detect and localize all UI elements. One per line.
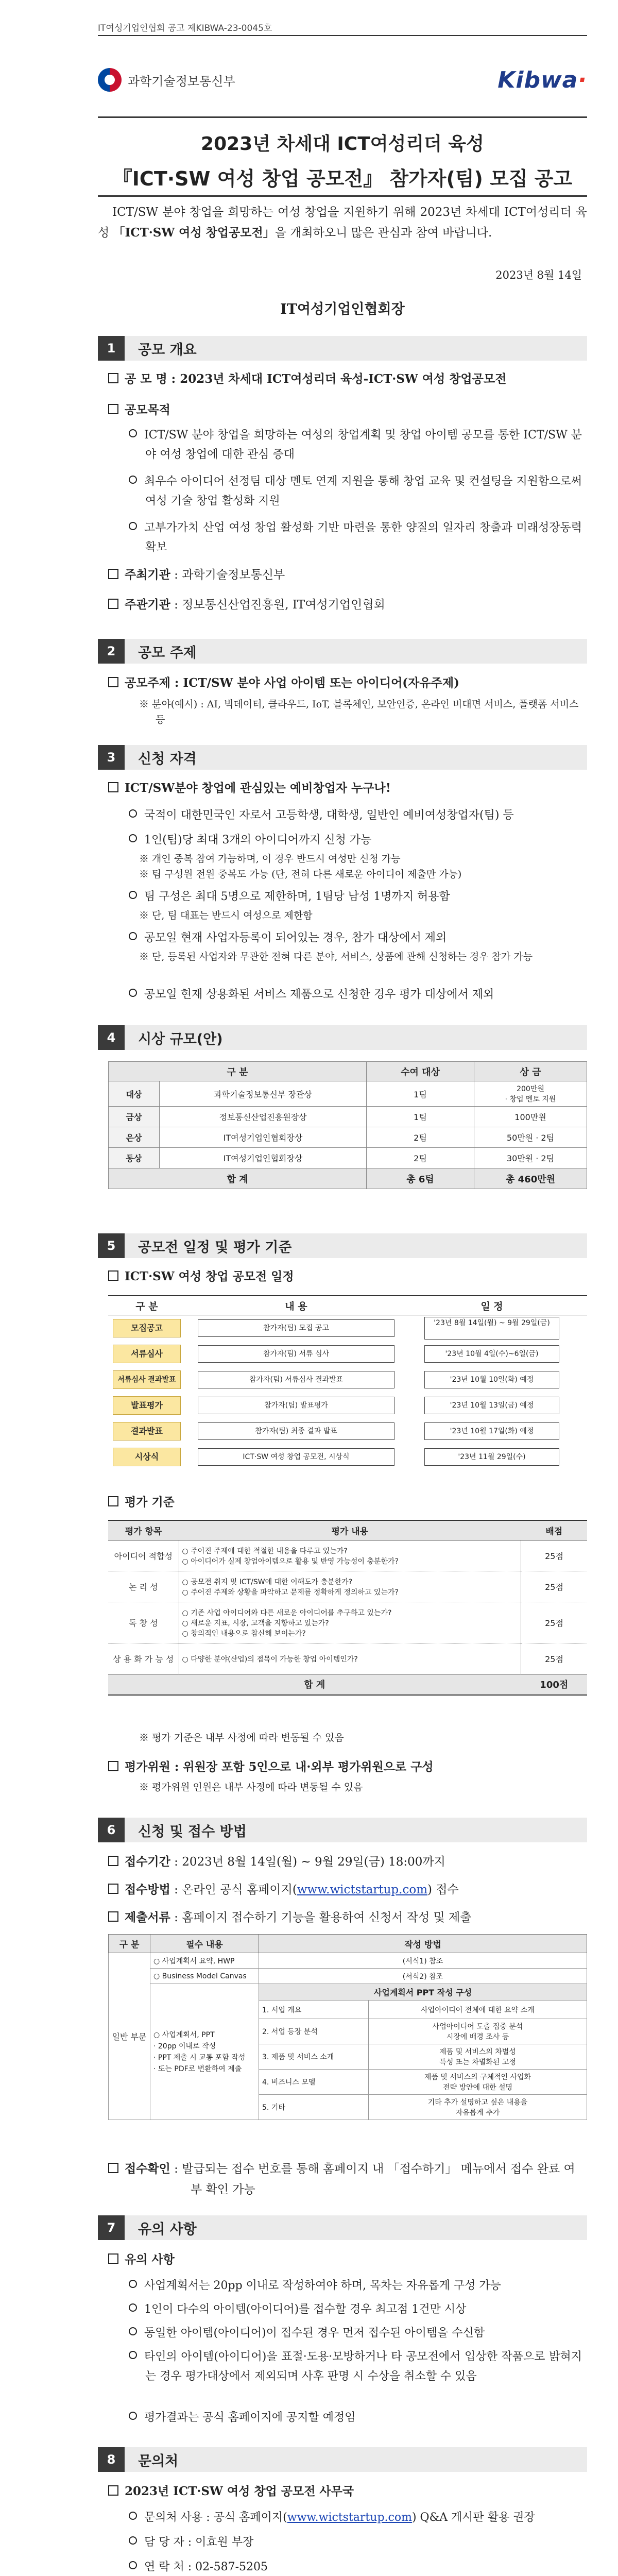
section-6-header: 6 신청 및 접수 방법 — [98, 1818, 587, 1842]
panel-note: ※ 평가위원 인원은 내부 사정에 따라 변동될 수 있음 — [139, 1782, 363, 1793]
doc-note: IT여성기업인협회 공고 제KIBWA-23-0045호 — [98, 23, 272, 33]
prize-total-row: 합 계 총 6팀 총 460만원 — [109, 1168, 587, 1189]
eval-row: 독 창 성 ○ 기존 사업 아이디어와 다른 새로운 아이디어를 추구하고 있는가? ○ 새로운 지표, 시장, 고객을 지향하고 있는가? ○ 창의적인 내용으로 참신해 보이는가? 25점 — [108, 1602, 587, 1643]
checkbox-square-icon — [108, 677, 118, 687]
eval-note: ※ 평가 기준은 내부 사정에 따라 변동될 수 있음 — [139, 1732, 344, 1743]
caution-item: 사업계획서는 20pp 이내로 작성하여야 하며, 목차는 자유롭게 구성 가능 — [129, 2276, 582, 2296]
circle-bullet-icon — [129, 891, 137, 899]
purpose-item: 고부가가치 산업 여성 창업 활성화 기반 마련을 통한 양질의 일자리 창출과 미래성장동력 확보 — [129, 518, 582, 557]
section-8-header: 8 문의처 — [98, 2447, 587, 2472]
checkbox-square-icon — [108, 1270, 118, 1281]
contact-item: 담 당 자 : 이효원 부장 — [129, 2533, 582, 2552]
prize-row: 금상 정보통신산업진흥원장상 1팀 100만원 — [109, 1107, 587, 1127]
submission-method: 접수방법 : 온라인 공식 홈페이지(www.wictstartup.com) 접수 — [108, 1879, 582, 1900]
circle-bullet-icon — [129, 2303, 137, 2312]
caution-item: 타인의 아이템(아이디어)을 표절·도용·모방하거나 타 공모전에서 입상한 작품으로 밝혀지는 경우 평가대상에서 제외되며 사후 판명 시 수상을 취소할 수 있음 — [129, 2347, 582, 2386]
submission-period: 접수기간 : 2023년 8월 14일(월) ~ 9월 29일(금) 18:00까지 — [108, 1852, 582, 1872]
circle-bullet-icon — [129, 809, 137, 818]
purpose-label: 공모목적 — [108, 400, 582, 420]
eligibility-item: 팀 구성은 최대 5명으로 제한하며, 1팀당 남성 1명까지 허용함 — [129, 887, 582, 907]
circle-bullet-icon — [129, 2512, 137, 2520]
required-documents: 제출서류 : 홈페이지 접수하기 기능을 활용하여 신청서 작성 및 제출 — [108, 1907, 582, 1928]
schedule-row: 서류심사 결과발표 참가자(팀) 서류심사 결과발표 '23년 10월 10일(화) 예정 — [108, 1367, 587, 1393]
submission-confirm: 접수확인 : 발급되는 접수 번호를 통해 홈페이지 내 「접수하기」 메뉴에서 접수 완료 여부 확인 가능 — [108, 2159, 582, 2200]
issuing-org: IT여성기업인협회장 — [280, 301, 405, 317]
eligibility-item: 공모일 현재 상용화된 서비스 제품으로 신청한 경우 평가 대상에서 제외 — [129, 985, 582, 1005]
purpose-item: 최우수 아이디어 선정팀 대상 멘토 연계 지원을 통해 창업 교육 및 컨설팅을 지원함으로써 여성 기술 창업 활성화 지원 — [129, 472, 582, 511]
checkbox-square-icon — [108, 1911, 118, 1922]
ppt-row: 4. 비즈니스 모델 제품 및 서비스의 구체적인 사업화 전략 방안에 대한 설명 — [109, 2070, 587, 2095]
schedule-table: 구 분 내 용 일 정 모집공고 참가자(팀) 모집 공고 '23년 8월 14일(월) ~ 9월 29일(금) 서류심사 참가자(팀) 서류 심사 '23년 10월 4일(수)~6일(금) 서류심사 결과발표 참가자(팀) 서류심사 결과발표 '23년 10월 10일(화) 예정 발표평가 참가자(팀) 발표평가 '23년 10월 13일(금) 예정 결과발표 참가자(팀) 최종 결과 발표 '23년 10월 17일(화) 예정 시상식 ICT·SW 여성 창업 공모전, 시상식 '23년 11월 29일(수) — [108, 1295, 587, 1470]
title-line-1: 2023년 차세대 ICT여성리더 육성 — [201, 133, 484, 155]
checkbox-square-icon — [108, 2253, 118, 2264]
contest-name: 공 모 명 : 2023년 차세대 ICT여성리더 육성-ICT·SW 여성 창업공모전 — [108, 369, 582, 389]
caution-item: 동일한 아이템(아이디어)이 접수된 경우 먼저 접수된 아이템을 수신함 — [129, 2324, 582, 2343]
checkbox-square-icon — [108, 1761, 118, 1771]
kibwa-logo: Kibwa· — [497, 67, 587, 93]
section-3-header: 3 신청 자격 — [98, 745, 587, 770]
eligibility-headline: ICT/SW분야 창업에 관심있는 예비창업자 누구나! — [108, 778, 582, 799]
documents-table: 구 분 필수 내용 작성 방법 일반 부문 ○ 사업계획서 요약, HWP (서식1) 참조 ○ Business Model Canvas (서식2) 참조 ○ 사업계획서, PPT · 20pp 이내로 작성 · PPT 제출 시 교통 포함 작성 · 또는 PDF로 변환하여 제출 사업계획서 PPT 작성 구성 1. 서업 개요 사업아이디어 전체에 대한 요약 소개 2. 서업 등장 분석 사업아이디어 도출 집중 분석 시장에 배경 조사 등 3. 제품 및 서비스 소개 제품 및 서비스의 차별성 특성 또는 차별화된 고정 4. 비즈니스 모델 제품 및 서비스의 구체적인 사업화 전략 방안에 대한 설명 5. 기타 기타 추가 설명하고 싶은 내용을 자유롭게 추가 — [108, 1934, 587, 2120]
checkbox-square-icon — [108, 2163, 118, 2173]
ppt-row: 3. 제품 및 서비스 소개 제품 및 서비스의 차별성 특성 또는 차별화된 고정 — [109, 2044, 587, 2070]
prize-table: 구 분 수여 대상 상 금 대상 과학기술정보통신부 장관상 1팀 200만원 · 창업 멘토 지원 금상 정보통신산업진흥원장상 1팀 100만원 은상 IT여성기업인협회장상 2팀 50만원 · 2팀 동상 IT여성기업인협회장상 2팀 30만원 · 2팀 합 계 총 6팀 총 460만원 — [108, 1061, 587, 1189]
title-line-2: 『ICT·SW 여성 창업 공모전』 참가자(팀) 모집 공고 — [112, 167, 573, 190]
checkbox-square-icon — [108, 1856, 118, 1866]
checkbox-square-icon — [108, 2485, 118, 2496]
checkbox-square-icon — [108, 404, 118, 414]
eligibility-item: 공모일 현재 사업자등록이 되어있는 경우, 참가 대상에서 제외 — [129, 928, 582, 948]
section-5-header: 5 공모전 일정 및 평가 기준 — [98, 1233, 587, 1258]
announcement-date: 2023년 8월 14일 — [495, 269, 582, 281]
eligibility-note: ※ 개인 중복 참여 가능하며, 이 경우 반드시 여성만 신청 가능 — [139, 853, 401, 865]
section-1-header: 1 공모 개요 — [98, 336, 587, 361]
purpose-item: ICT/SW 분야 창업을 희망하는 여성의 창업계획 및 창업 아이템 공모를 통한 ICT/SW 분야 여성 창업에 대한 관심 증대 — [129, 426, 582, 465]
contact-item: 연 락 처 : 02-587-5205 — [129, 2557, 582, 2576]
eval-panel: 평가위원 : 위원장 포함 5인으로 내·외부 평가위원으로 구성 — [108, 1757, 582, 1777]
checkbox-square-icon — [108, 373, 118, 383]
ministry-name: 과학기술정보통신부 — [128, 74, 235, 89]
eligibility-note: ※ 단, 팀 대표는 반드시 여성으로 제한함 — [139, 910, 313, 921]
checkbox-square-icon — [108, 569, 118, 579]
ministry-logo — [98, 67, 235, 93]
caution-label: 유의 사항 — [108, 2249, 582, 2270]
contact-item: 문의처 사용 : 공식 홈페이지(www.wictstartup.com) Q&A 게시판 활용 권장 — [129, 2508, 582, 2528]
checkbox-square-icon — [108, 599, 118, 609]
website-link[interactable]: www.wictstartup.com — [287, 2511, 412, 2524]
eligibility-note: ※ 단, 등록된 사업자와 무관한 전혀 다른 분야, 서비스, 상품에 관해 신청하는 경우 참가 가능 — [139, 951, 533, 962]
website-link[interactable]: www.wictstartup.com — [297, 1883, 428, 1896]
prize-row: 동상 IT여성기업인협회장상 2팀 30만원 · 2팀 — [109, 1148, 587, 1168]
section-4-header: 4 시상 규모(안) — [98, 1025, 587, 1050]
ppt-row: 2. 서업 등장 분석 사업아이디어 도출 집중 분석 시장에 배경 조사 등 — [109, 2019, 587, 2044]
documents-row: ○ Business Model Canvas (서식2) 참조 — [109, 1969, 587, 1984]
circle-bullet-icon — [129, 2280, 137, 2288]
schedule-row: 발표평가 참가자(팀) 발표평가 '23년 10월 13일(금) 예정 — [108, 1393, 587, 1418]
circle-bullet-icon — [129, 429, 137, 437]
circle-bullet-icon — [129, 2536, 137, 2545]
eval-total-row: 합 계 100점 — [108, 1674, 587, 1695]
prize-row: 대상 과학기술정보통신부 장관상 1팀 200만원 · 창업 멘토 지원 — [109, 1081, 587, 1107]
eval-title: 평가 기준 — [108, 1492, 582, 1513]
circle-bullet-icon — [129, 522, 137, 530]
organizer: 주관기관 : 정보통신산업진흥원, IT여성기업인협회 — [108, 595, 582, 615]
schedule-row: 서류심사 참가자(팀) 서류 심사 '23년 10월 4일(수)~6일(금) — [108, 1341, 587, 1367]
section-2-header: 2 공모 주제 — [98, 639, 587, 664]
schedule-title: ICT·SW 여성 창업 공모전 일정 — [108, 1266, 582, 1287]
circle-bullet-icon — [129, 2412, 137, 2420]
checkbox-square-icon — [108, 1884, 118, 1894]
taegeuk-emblem-icon — [98, 68, 122, 92]
circle-bullet-icon — [129, 476, 137, 484]
circle-bullet-icon — [129, 834, 137, 842]
ppt-row: 1. 서업 개요 사업아이디어 전체에 대한 요약 소개 — [109, 2001, 587, 2019]
ppt-row: 5. 기타 기타 추가 설명하고 싶은 내용을 자유롭게 추가 — [109, 2095, 587, 2120]
circle-bullet-icon — [129, 2327, 137, 2335]
caution-item: 평가결과는 공식 홈페이지에 공지할 예정임 — [129, 2408, 582, 2428]
circle-bullet-icon — [129, 932, 137, 940]
circle-bullet-icon — [129, 2561, 137, 2569]
eligibility-item: 국적이 대한민국인 자로서 고등학생, 대학생, 일반인 예비여성창업자(팀) 등 — [129, 806, 582, 825]
documents-row: 일반 부문 ○ 사업계획서 요약, HWP (서식1) 참조 — [109, 1953, 587, 1969]
checkbox-square-icon — [108, 1496, 118, 1506]
circle-bullet-icon — [129, 2351, 137, 2359]
eligibility-item: 1인(팀)당 최대 3개의 아이디어까지 신청 가능 — [129, 831, 582, 850]
schedule-row: 시상식 ICT·SW 여성 창업 공모전, 시상식 '23년 11월 29일(수) — [108, 1444, 587, 1470]
schedule-row: 결과발표 참가자(팀) 최종 결과 발표 '23년 10월 17일(화) 예정 — [108, 1418, 587, 1444]
eval-row: 아이디어 적합성 ○ 주어진 주제에 대한 적절한 내용을 다루고 있는가? ○ 아이디어가 실제 창업아이템으로 활용 및 반영 가능성이 충분한가? 25점 — [108, 1540, 587, 1571]
evaluation-table: 평가 항목 평가 내용 배점 아이디어 적합성 ○ 주어진 주제에 대한 적절한 내용을 다루고 있는가? ○ 아이디어가 실제 창업아이템으로 활용 및 반영 가능성이 충분한가? 25점 논 리 성 ○ 공모전 취지 및 ICT/SW에 대한 이해도가 충분한가? ○ 주어진 주제와 상황을 파악하고 문제를 정확하게 정의하고 있는가? 25점 독 창 성 ○ 기존 사업 아이디어와 다른 새로운 아이디어를 추구하고 있는가? ○ 새로운 지표, 시장, 고객을 지향하고 있는가? ○ 창의적인 내용으로 참신해 보이는가? 25점 상 용 화 가 능 성 ○ 다양한 분야(산업)의 접목이 가능한 창업 아이템인가? 25점 합 계 100점 — [108, 1520, 587, 1696]
title-box — [98, 116, 587, 197]
eval-row: 상 용 화 가 능 성 ○ 다양한 분야(산업)의 접목이 가능한 창업 아이템인가? 25점 — [108, 1643, 587, 1674]
intro-paragraph: ICT/SW 분야 창업을 희망하는 여성 창업을 지원하기 위해 2023년 차세대 ICT여성리더 육성 「ICT·SW 여성 창업공모전」을 개최하오니 많은 관심과 참여 바랍니다. — [98, 206, 587, 240]
checkbox-square-icon — [108, 782, 118, 792]
theme-note: ※ 분야(예시) : AI, 빅데이터, 클라우드, IoT, 블록체인, 보안인증, 온라인 비대면 서비스, 플랫폼 서비스 등 — [139, 699, 579, 725]
circle-bullet-icon — [129, 989, 137, 997]
divider — [98, 35, 587, 36]
host: 주최기관 : 과학기술정보통신부 — [108, 565, 582, 585]
schedule-row: 모집공고 참가자(팀) 모집 공고 '23년 8월 14일(월) ~ 9월 29일(금) — [108, 1315, 587, 1341]
eligibility-note: ※ 팀 구성원 전원 중복도 가능 (단, 전혀 다른 새로운 아이디어 제출만 가능) — [139, 869, 462, 880]
section-7-header: 7 유의 사항 — [98, 2215, 587, 2240]
caution-item: 1인이 다수의 아이템(아이디어)를 접수할 경우 최고점 1건만 시상 — [129, 2300, 582, 2319]
prize-row: 은상 IT여성기업인협회장상 2팀 50만원 · 2팀 — [109, 1127, 587, 1148]
contact-office: 2023년 ICT·SW 여성 창업 공모전 사무국 — [108, 2481, 582, 2502]
eval-row: 논 리 성 ○ 공모전 취지 및 ICT/SW에 대한 이해도가 충분한가? ○ 주어진 주제와 상황을 파악하고 문제를 정확하게 정의하고 있는가? 25점 — [108, 1571, 587, 1602]
theme: 공모주제 : ICT/SW 분야 사업 아이템 또는 아이디어(자유주제) — [108, 673, 582, 693]
